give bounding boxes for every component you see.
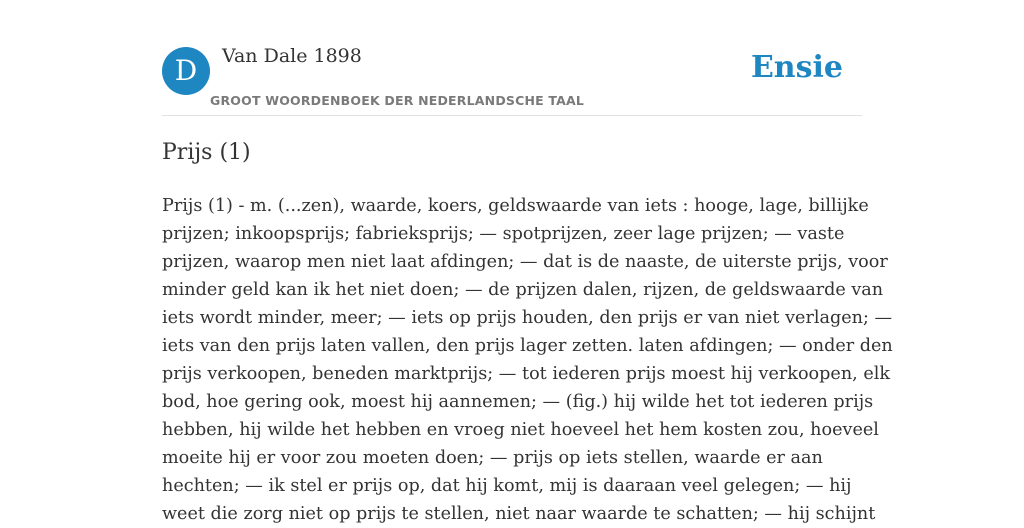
entry-line: prijzen; inkoopsprijs; fabrieksprijs; — spotprijzen, zeer lage prijzen; — vaste — [162, 224, 845, 244]
entry-line: bod, hoe gering ook, moest hij aannemen; — (fig.) hij wilde het tot iederen prijs — [162, 392, 874, 412]
brand-logo[interactable]: Ensie — [750, 50, 843, 85]
source-name[interactable]: Van Dale 1898 — [222, 45, 362, 67]
entry-line: hebben, hij wilde het hebben en vroeg niet hoeveel het hem kosten zou, hoeveel — [162, 420, 879, 440]
entry-line: hechten; — ik stel er prijs op, dat hij komt, mij is daaraan veel gelegen; — hij — [162, 476, 852, 496]
entry-line: minder geld kan ik het niet doen; — de prijzen dalen, rijzen, de geldswaarde van — [162, 280, 884, 300]
header — [162, 0, 862, 116]
page-container — [162, 0, 893, 524]
entry-line: moeite hij er voor zou moeten doen; — prijs op iets stellen, waarde er aan — [162, 448, 823, 468]
entry-line: weet die zorg niet op prijs te stellen, niet naar waarde te schatten; — hij schijnt — [162, 504, 876, 524]
source-logo[interactable]: D — [162, 47, 210, 95]
entry-line: prijzen, waarop men niet laat afdingen; — dat is de naaste, de uiterste prijs, voor — [162, 252, 888, 272]
source-subtitle: GROOT WOORDENBOEK DER NEDERLANDSCHE TAAL — [210, 93, 585, 108]
entry-title: Prijs (1) — [162, 140, 251, 165]
entry-line: prijs verkoopen, beneden marktprijs; — tot iederen prijs moest hij verkoopen, elk — [162, 364, 891, 384]
entry-line: iets van den prijs laten vallen, den prijs lager zetten. laten afdingen; — onder den — [162, 336, 893, 356]
entry-body — [162, 192, 893, 528]
entry-line: Prijs (1) - m. (...zen), waarde, koers, geldswaarde van iets : hooge, lage, billijke — [162, 196, 869, 216]
entry-line: iets wordt minder, meer; — iets op prijs houden, den prijs er van niet verlagen; — — [162, 308, 893, 328]
